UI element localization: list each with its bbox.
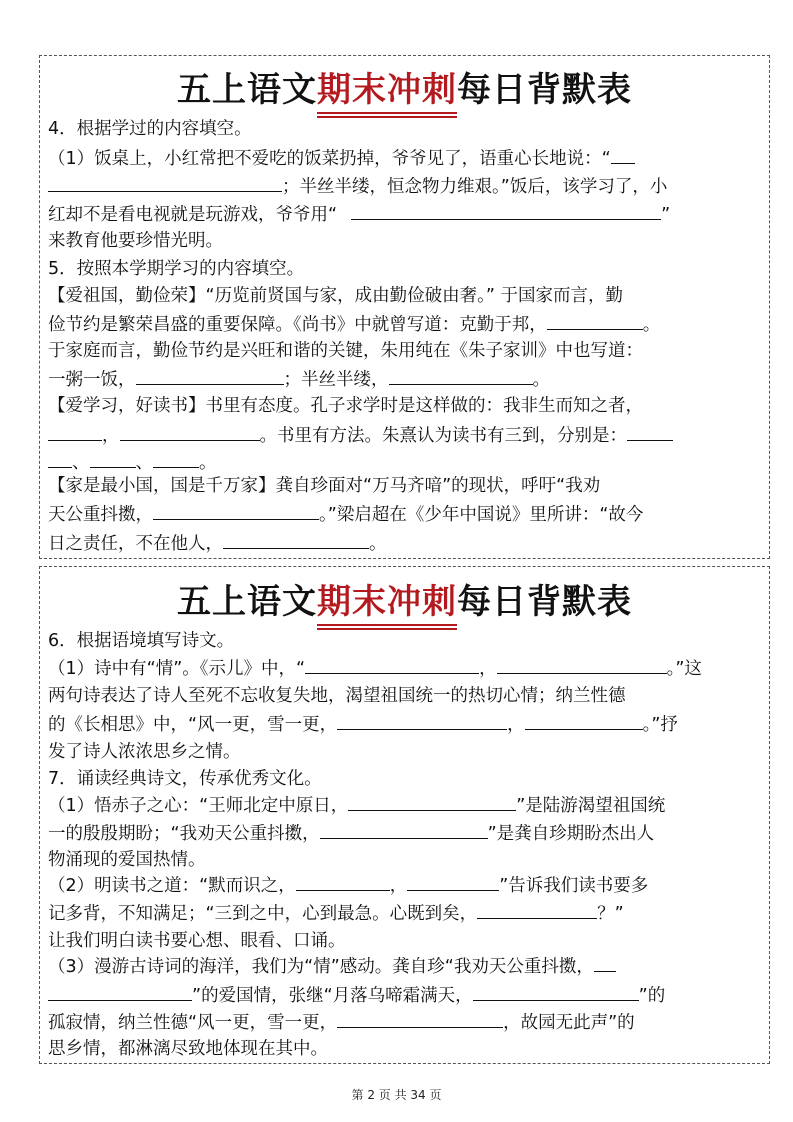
text-line: （2）明读书之道：“默而识之， ， ”告诉我们读书要多 [48,872,759,899]
fill-blank[interactable] [473,982,639,1001]
fill-blank[interactable] [351,201,661,220]
fill-blank[interactable] [136,366,284,385]
fill-blank[interactable] [153,449,199,468]
question-heading: 6．根据语境填写诗文。 [48,631,235,651]
title-prefix: 五上语文 [177,582,317,622]
fill-blank[interactable] [594,953,616,972]
text-line: （3）漫游古诗词的海洋，我们为“情”感动。龚自珍“我劝天公重抖擞， [48,953,759,980]
text-line: 【爱祖国，勤俭荣】“历览前贤国与家，成由勤俭破由奢。” 于国家而言，勤 [48,286,623,306]
text-line: 记多背，不知满足；“三到之中，心到最急。心既到矣， ？” [48,900,759,927]
text-line: ， 。书里有方法。朱熹认为读书有三到，分别是： [48,422,759,449]
fill-blank[interactable] [305,655,479,674]
question-heading: 7．诵读经典诗文，传承优秀文化。 [48,769,322,789]
text-line: 【家是最小国，国是千万家】龚自珍面对“万马齐喑”的现状，呼吁“我劝 [48,476,601,496]
fill-blank[interactable] [48,982,192,1001]
text-line: 红却不是看电视就是玩游戏，爷爷用“ ” [48,201,759,228]
fill-blank[interactable] [48,449,72,468]
text-line: ”的爱国情，张继“月落乌啼霜满天， ”的 [48,982,759,1009]
fill-blank[interactable] [48,422,102,441]
fill-blank[interactable] [389,366,533,385]
text-line: 俭节约是繁荣昌盛的重要保障。《尚书》中就曾写道：克勤于邦， 。 [48,311,759,338]
text-line: 来教育他要珍惜光明。 [48,231,223,251]
text-line: 的《长相思》中，“风一更，雪一更， ， 。”抒 [48,711,759,738]
title-highlight: 期末冲刺 [317,62,457,111]
fill-blank[interactable] [497,655,667,674]
fill-blank[interactable] [337,711,507,730]
fill-blank[interactable] [296,872,390,891]
fill-blank[interactable] [223,530,369,549]
text-line: （1）悟赤子之心：“王师北定中原日， ”是陆游渴望祖国统 [48,792,759,819]
text-line: 【爱学习，好读书】书里有态度。孔子求学时是这样做的：我非生而知之者， [48,396,643,416]
text-line: 天公重抖擞， 。”梁启超在《少年中国说》里所讲：“故今 [48,501,759,528]
title-highlight: 期末冲刺 [317,574,457,623]
text-line: 发了诗人浓浓思乡之情。 [48,742,241,762]
text-line: 物涌现的爱国热情。 [48,850,206,870]
fill-blank[interactable] [477,900,597,919]
fill-blank[interactable] [407,872,499,891]
text-line: 、 、 。 [48,449,759,476]
worksheet-section-2 [39,566,770,1064]
question-heading: 5．按照本学期学习的内容填空。 [48,259,305,279]
text-line: 一的殷殷期盼；“我劝天公重抖擞， ”是龚自珍期盼杰出人 [48,820,759,847]
fill-blank[interactable] [627,422,673,441]
text-line: 于家庭而言，勤俭节约是兴旺和谐的关键，朱用纯在《朱子家训》中也写道： [48,341,643,361]
page-footer: 第 2 页 共 34 页 [351,1088,442,1102]
text-line: 思乡情，都淋漓尽致地体现在其中。 [48,1039,328,1059]
fill-blank[interactable] [611,145,635,164]
fill-blank[interactable] [48,173,282,192]
fill-blank[interactable] [90,449,136,468]
fill-blank[interactable] [153,501,319,520]
worksheet-section-1 [39,55,770,559]
fill-blank[interactable] [337,1009,503,1028]
fill-blank[interactable] [525,711,643,730]
fill-blank[interactable] [320,820,488,839]
title-prefix: 五上语文 [177,70,317,110]
question-heading: 4．根据学过的内容填空。 [48,119,252,139]
section-title [40,62,769,111]
text-line: （1）饭桌上，小红常把不爱吃的饭菜扔掉，爷爷见了，语重心长地说：“ [48,145,759,172]
section-title [40,574,769,623]
text-line: 让我们明白读书要心想、眼看、口诵。 [48,931,346,951]
text-line: （1）诗中有“情”。《示儿》中，“ ， 。”这 [48,655,759,682]
text-line: 两句诗表达了诗人至死不忘收复失地，渴望祖国统一的热切心情；纳兰性德 [48,686,626,706]
text-line: 一粥一饭， ；半丝半缕， 。 [48,366,759,393]
text-line: 孤寂情，纳兰性德“风一更，雪一更， ，故园无此声”的 [48,1009,759,1036]
fill-blank[interactable] [547,311,643,330]
fill-blank[interactable] [120,422,260,441]
fill-blank[interactable] [348,792,516,811]
text-line: 日之责任，不在他人， 。 [48,530,759,557]
title-suffix: 每日背默表 [457,70,632,110]
text-line: ；半丝半缕，恒念物力维艰。”饭后，该学习了，小 [48,173,759,200]
title-suffix: 每日背默表 [457,582,632,622]
